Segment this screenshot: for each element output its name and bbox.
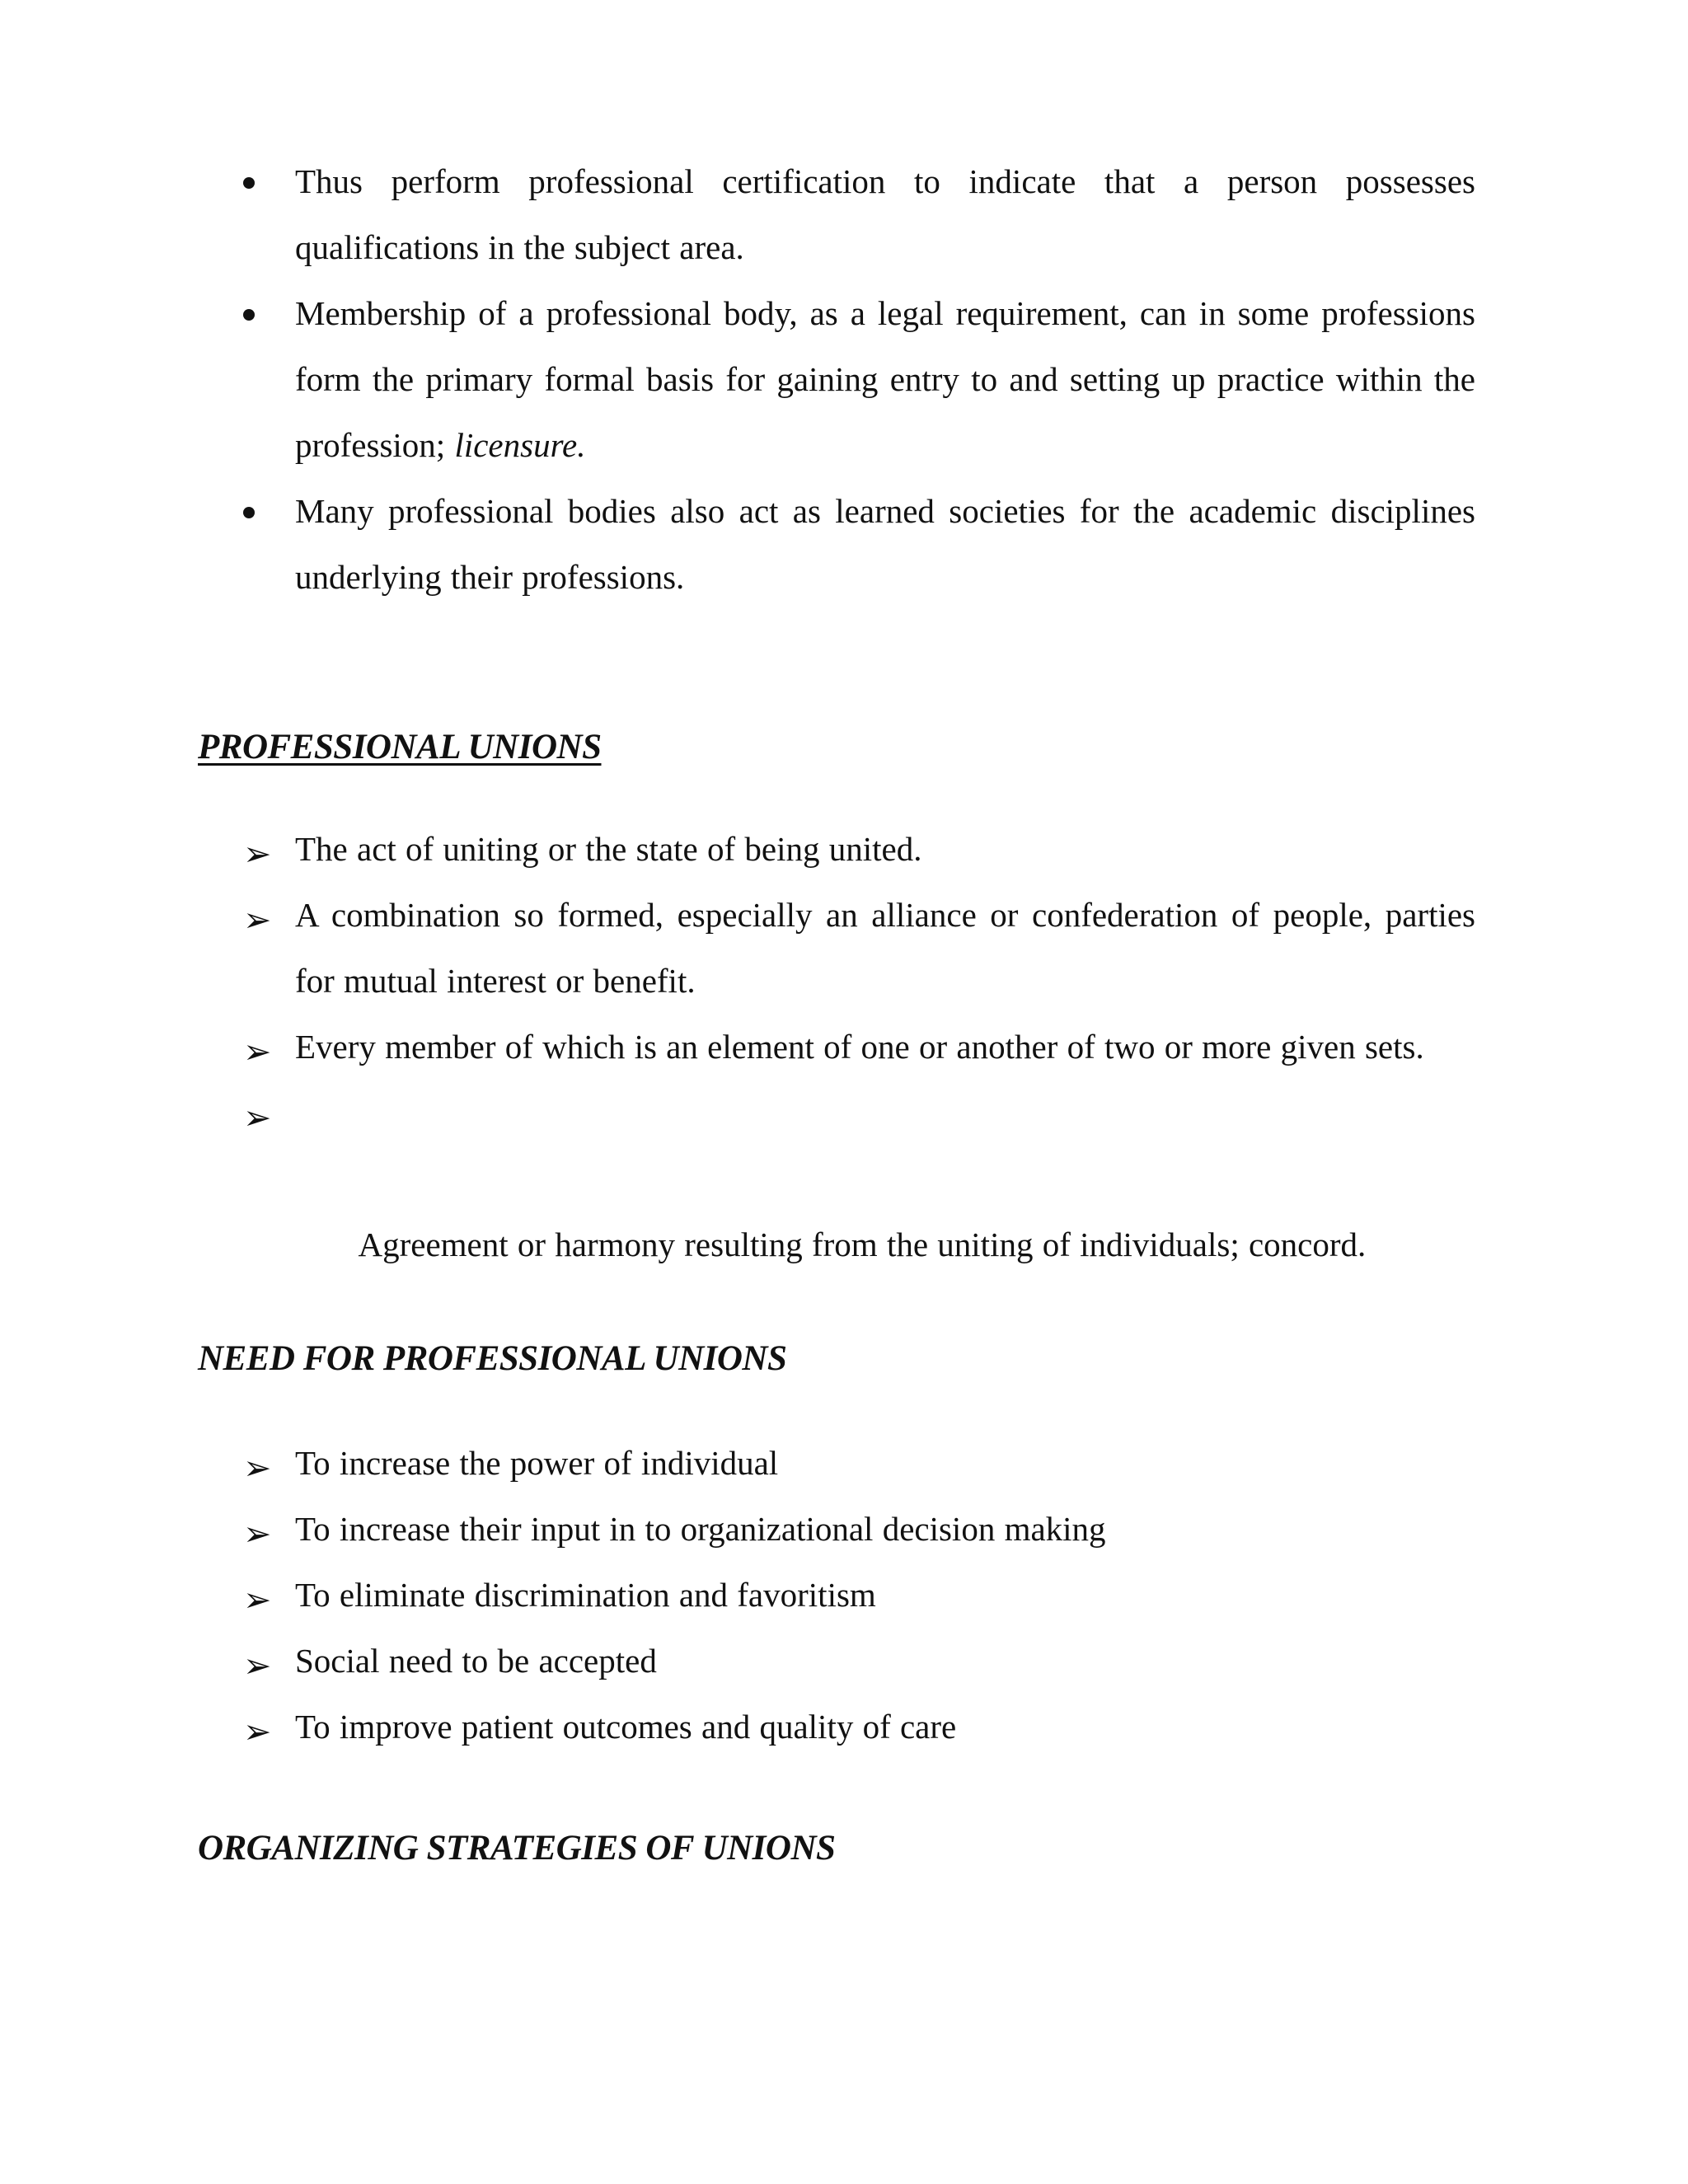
list-item bbox=[0, 478, 1475, 610]
arrow-bullet-icon: ➢ bbox=[243, 1515, 272, 1553]
item-text: To increase their input in to organizational decision making bbox=[295, 1510, 1106, 1548]
bullet-icon bbox=[243, 478, 268, 544]
professional-unions-list bbox=[0, 816, 1475, 1343]
item-text: Every member of which is an element of one or another of two or more given sets. bbox=[295, 1028, 1424, 1066]
item-text: Agreement or harmony resulting from the uniting of individuals; concord. bbox=[350, 1226, 1367, 1263]
section-heading-professional-unions: PROFESSIONAL UNIONS bbox=[198, 728, 602, 766]
arrow-bullet-icon: ➢ bbox=[243, 835, 272, 873]
item-text: To increase the power of individual bbox=[295, 1444, 779, 1482]
item-text: Social need to be accepted bbox=[295, 1642, 657, 1680]
list-item bbox=[0, 1430, 1475, 1496]
list-item bbox=[0, 1014, 1475, 1080]
arrow-bullet-icon: ➢ bbox=[243, 1033, 272, 1071]
section-heading-strategies: ORGANIZING STRATEGIES OF UNIONS bbox=[198, 1829, 836, 1868]
bullet-icon bbox=[243, 148, 268, 214]
list-item bbox=[0, 816, 1475, 882]
list-item bbox=[0, 1628, 1475, 1694]
item-text: The act of uniting or the state of being united. bbox=[295, 830, 922, 868]
list-item bbox=[0, 148, 1475, 280]
bullet-text-italic: licensure. bbox=[454, 426, 586, 464]
arrow-bullet-icon: ➢ bbox=[243, 1647, 272, 1685]
arrow-bullet-icon: ➢ bbox=[243, 1581, 272, 1619]
list-item bbox=[0, 280, 1475, 478]
list-item bbox=[0, 1080, 1475, 1343]
item-text: To eliminate discrimination and favoritism bbox=[295, 1576, 876, 1614]
list-item bbox=[0, 1694, 1475, 1760]
arrow-bullet-icon: ➢ bbox=[243, 1449, 272, 1487]
intro-bullet-list bbox=[0, 148, 1475, 610]
list-item bbox=[0, 1496, 1475, 1562]
section-heading-need: NEED FOR PROFESSIONAL UNIONS bbox=[198, 1339, 787, 1378]
bullet-text: Thus perform professional certification to indicate that a person possesses qualifications in the subject area. bbox=[295, 162, 1475, 266]
list-item bbox=[0, 882, 1475, 1014]
item-text: A combination so formed, especially an alliance or confederation of people, parties for mutual interest or benefit. bbox=[295, 896, 1475, 1000]
arrow-bullet-icon: ➢ bbox=[243, 901, 272, 939]
need-list bbox=[0, 1430, 1475, 1760]
list-item bbox=[0, 1562, 1475, 1628]
bullet-text: Membership of a professional body, as a legal requirement, can in some professions form the primary formal basis for gaining entry to and setting up practice within the profession; bbox=[295, 294, 1475, 464]
item-text: To improve patient outcomes and quality of care bbox=[295, 1708, 957, 1746]
arrow-bullet-icon: ➢ bbox=[243, 1099, 272, 1137]
bullet-text: Many professional bodies also act as learned societies for the academic disciplines underlying their professions. bbox=[295, 492, 1475, 596]
bullet-icon bbox=[243, 280, 268, 346]
arrow-bullet-icon: ➢ bbox=[243, 1713, 272, 1750]
